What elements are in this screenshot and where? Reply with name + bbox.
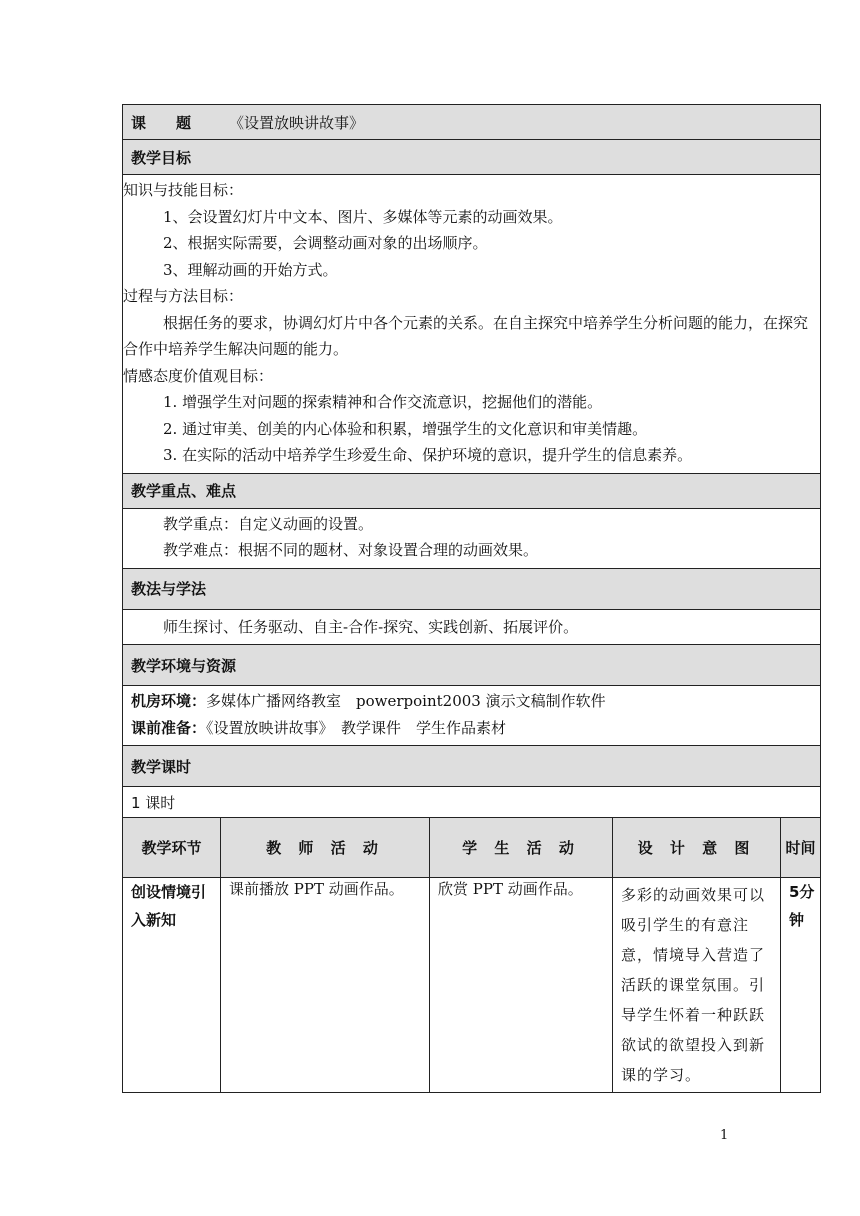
topic-value: 《设置放映讲故事》 — [229, 113, 365, 132]
environment-header: 教学环境与资源 — [123, 645, 821, 686]
process-text: 根据任务的要求，协调幻灯片中各个元素的关系。在自主探究中培养学生分析问题的能力，在探究合作中培养学生解决问题的能力。 — [123, 313, 809, 358]
col-design: 设 计 意 图 — [613, 818, 781, 878]
key-point: 教学重点：自定义动画的设置。 — [163, 514, 374, 533]
goals-body — [123, 175, 821, 474]
knowledge-item: 3、理解动画的开始方式。 — [163, 260, 338, 279]
teacher-activity: 课前播放 PPT 动画作品。 — [221, 878, 430, 1093]
emotion-item: 2. 通过审美、创美的内心体验和积累，增强学生的文化意识和审美情趣。 — [163, 419, 648, 438]
prep-value: 《设置放映讲故事》 教学课件 学生作品素材 — [206, 718, 507, 737]
room-label: 机房环境： — [131, 692, 207, 710]
goals-header: 教学目标 — [123, 140, 821, 175]
phase-cell: 创设情境引入新知 — [123, 878, 221, 1093]
prep-label: 课前准备： — [131, 718, 207, 737]
page-number: 1 — [720, 1128, 729, 1143]
time-cell: 5分钟 — [781, 878, 821, 1093]
knowledge-item: 2、根据实际需要，会调整动画对象的出场顺序。 — [163, 234, 488, 252]
emotion-title: 情感态度价值观目标： — [123, 366, 274, 385]
col-phase: 教学环节 — [123, 818, 221, 878]
topic-row — [123, 105, 821, 140]
hours-header: 教学课时 — [123, 746, 821, 787]
difficult-point: 教学难点：根据不同的题材、对象设置合理的动画效果。 — [163, 541, 539, 559]
topic-label: 课题 — [131, 113, 222, 132]
environment-body — [123, 686, 821, 746]
hours-value: 1 课时 — [123, 787, 821, 818]
student-activity: 欣赏 PPT 动画作品。 — [430, 878, 613, 1093]
knowledge-title: 知识与技能目标： — [123, 181, 244, 199]
process-title: 过程与方法目标： — [123, 287, 244, 305]
emotion-item: 1. 增强学生对问题的探索精神和合作交流意识，挖掘他们的潜能。 — [163, 393, 603, 411]
lesson-plan-table — [122, 104, 821, 1093]
knowledge-item: 1、会设置幻灯片中文本、图片、多媒体等元素的动画效果。 — [163, 207, 563, 226]
methods-body — [123, 609, 821, 645]
design-intent: 多彩的动画效果可以吸引学生的有意注意，情境导入营造了活跃的课堂氛围。引导学生怀着一种跃跃欲试的欲望投入到新课的学习。 — [613, 878, 781, 1093]
key-points-body — [123, 508, 821, 568]
table-row — [123, 878, 821, 1093]
methods-text: 师生探讨、任务驱动、自主-合作-探究、实践创新、拓展评价。 — [163, 617, 579, 636]
col-student: 学 生 活 动 — [430, 818, 613, 878]
emotion-item: 3. 在实际的活动中培养学生珍爱生命、保护环境的意识，提升学生的信息素养。 — [163, 446, 693, 464]
col-time: 时间 — [781, 818, 821, 878]
methods-header: 教法与学法 — [123, 568, 821, 609]
col-teacher: 教 师 活 动 — [221, 818, 430, 878]
room-value: 多媒体广播网络教室 powerpoint2003 演示文稿制作软件 — [206, 692, 606, 710]
key-points-header: 教学重点、难点 — [123, 473, 821, 508]
